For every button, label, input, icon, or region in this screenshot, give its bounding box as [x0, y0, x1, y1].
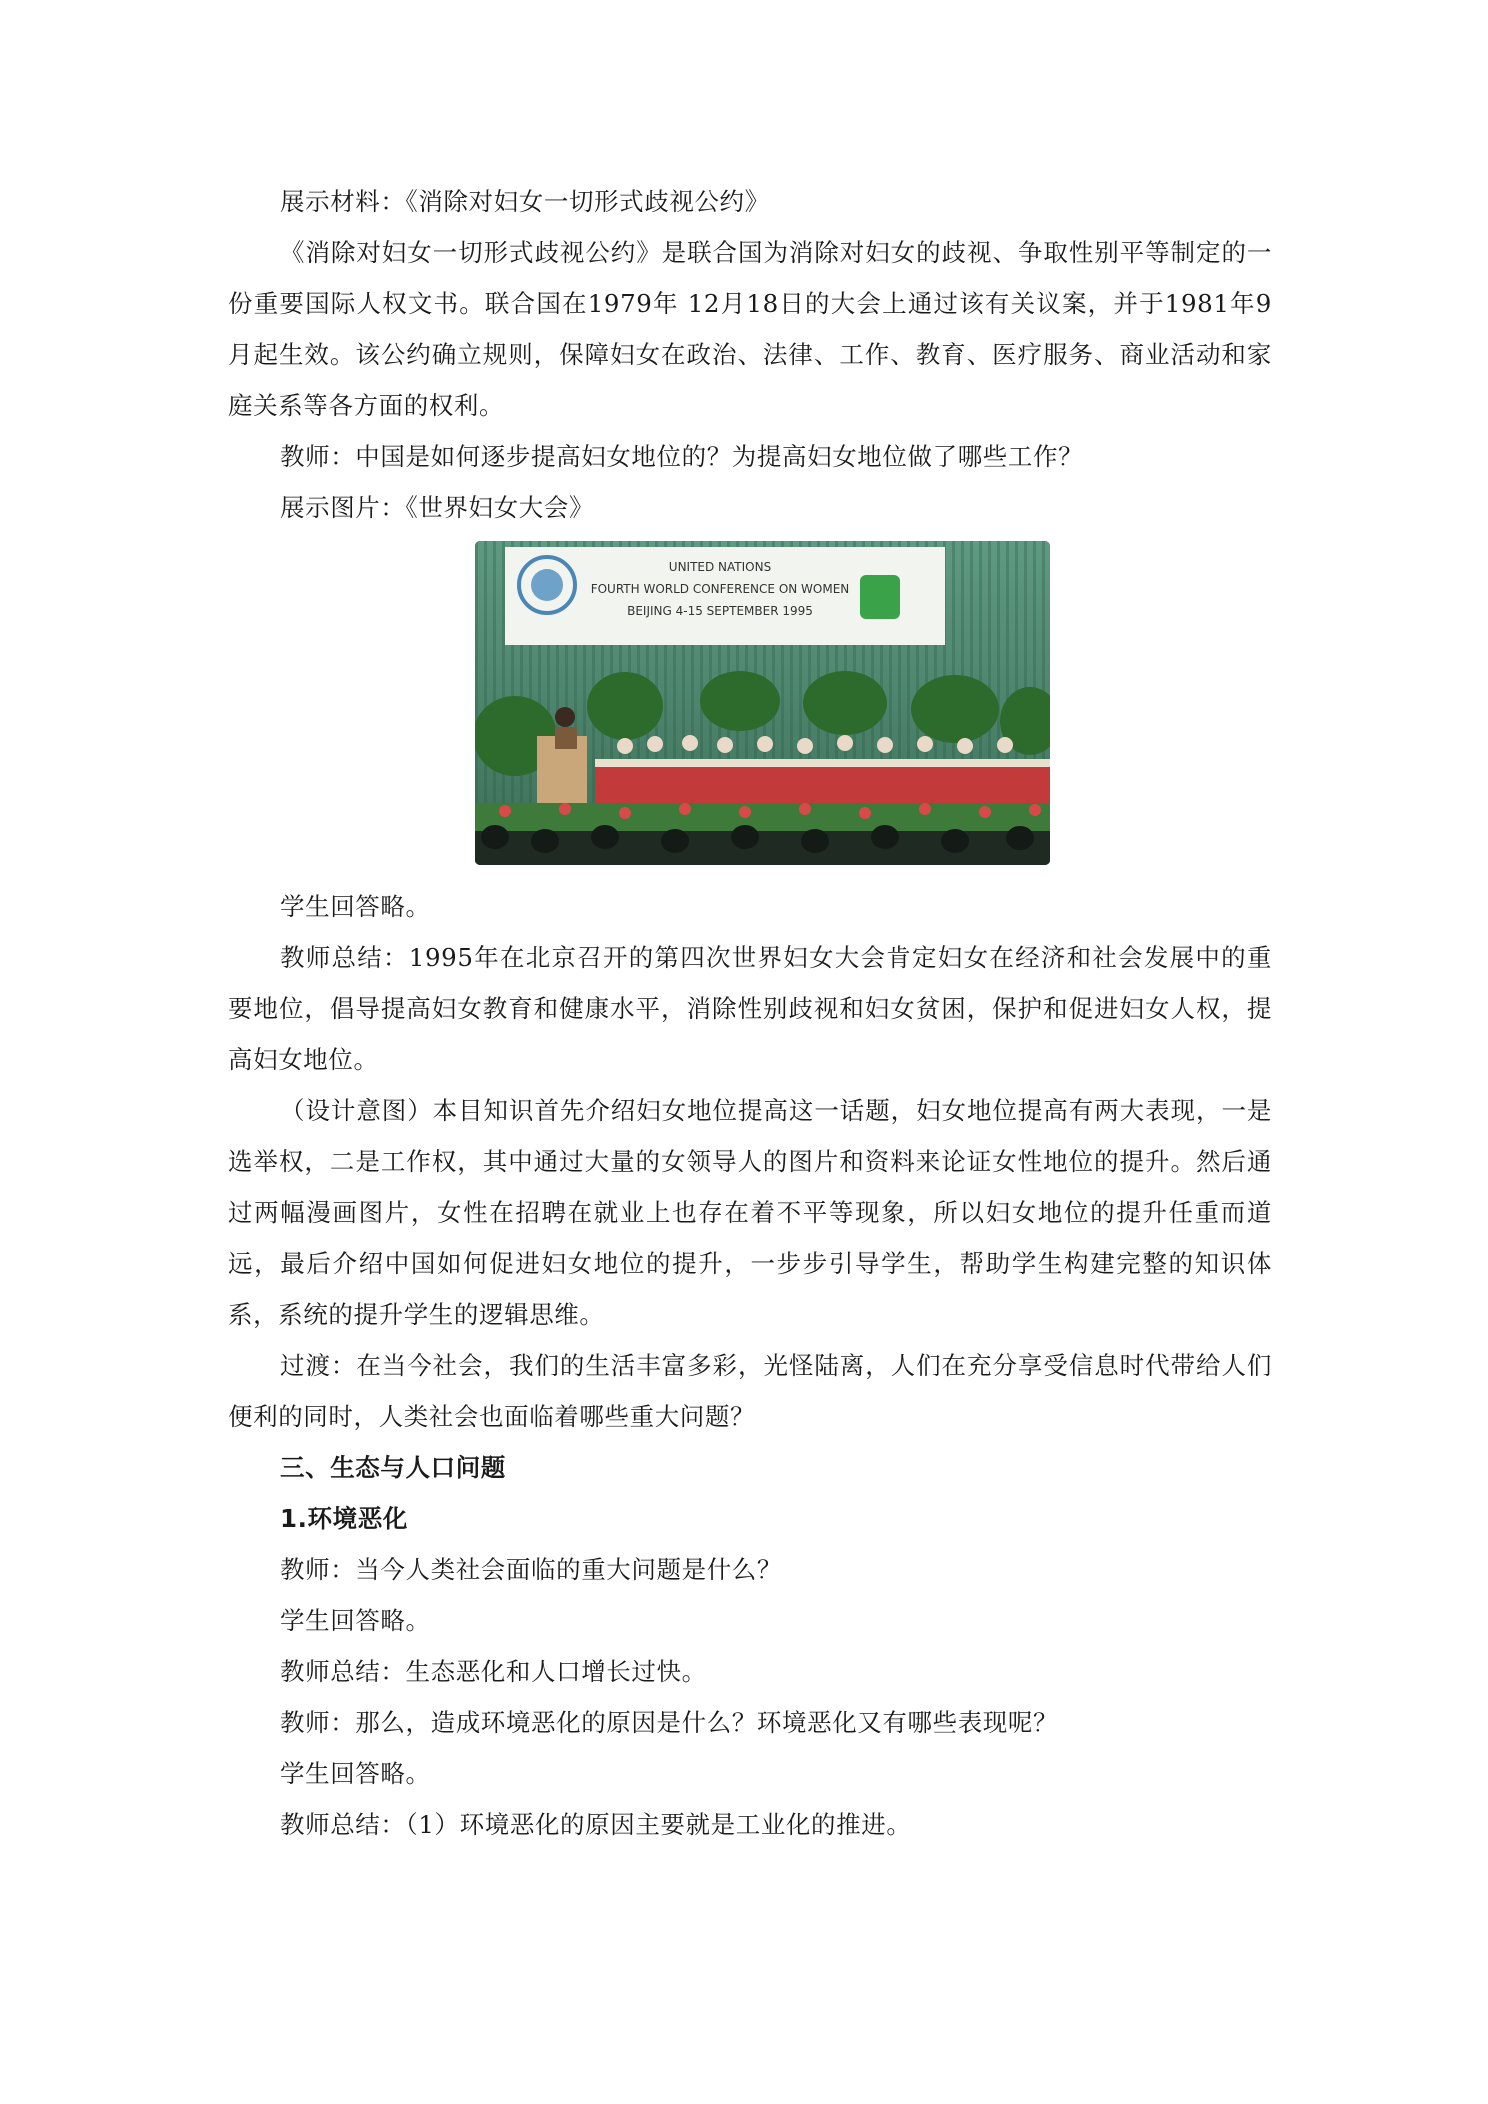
head-table	[595, 763, 1050, 808]
paragraph: 展示图片：《世界妇女大会》	[280, 493, 595, 522]
paragraph: 学生回答略。	[280, 1759, 431, 1788]
document-body	[228, 176, 1272, 1850]
paragraph: 教师总结：（1）环境恶化的原因主要就是工业化的推进。	[280, 1810, 912, 1839]
section-heading: 三、生态与人口问题	[280, 1453, 506, 1482]
paragraph: 教师：中国是如何逐步提高妇女地位的？为提高妇女地位做了哪些工作？	[280, 442, 1084, 471]
banner-text: UNITED NATIONS	[668, 560, 772, 574]
conference-photo	[475, 541, 1050, 865]
paragraph: 教师总结：生态恶化和人口增长过快。	[280, 1657, 707, 1686]
conference-photo-drawing	[475, 541, 1050, 865]
paragraph: 学生回答略。	[280, 892, 431, 921]
paragraph: （设计意图）本目知识首先介绍妇女地位提高这一话题，妇女地位提高有两大表现，一是选举权，二是工作权，其中通过大量的女领导人的图片和资料来论证女性地位的提升。然后通过两幅漫画图片，女性在招聘在就业上也存在着不平等现象，所以妇女地位的提升任重而道远，最后介绍中国如何促进妇女地位的提升，一步步引导学生，帮助学生构建完整的知识体系，系统的提升学生的逻辑思维。	[228, 1096, 1272, 1329]
paragraph: 《消除对妇女一切形式歧视公约》是联合国为消除对妇女的歧视、争取性别平等制定的一份重要国际人权文书。联合国在1979年 12月18日的大会上通过该有关议案，并于1981年9月起生效。该公约确立规则，保障妇女在政治、法律、工作、教育、医疗服务、商业活动和家庭关系等各方面的权利。	[228, 238, 1272, 420]
paragraph: 教师总结：1995年在北京召开的第四次世界妇女大会肯定妇女在经济和社会发展中的重要地位，倡导提高妇女教育和健康水平，消除性别歧视和妇女贫困，保护和促进妇女人权，提高妇女地位。	[228, 943, 1272, 1074]
banner-text: BEIJING 4-15 SEPTEMBER 1995	[627, 604, 813, 618]
paragraph: 学生回答略。	[280, 1606, 431, 1635]
banner-text: FOURTH WORLD CONFERENCE ON WOMEN	[590, 582, 850, 596]
paragraph: 教师：当今人类社会面临的重大问题是什么？	[280, 1555, 782, 1584]
paragraph: 展示材料：《消除对妇女一切形式歧视公约》	[280, 187, 770, 216]
paragraph: 教师：那么，造成环境恶化的原因是什么？环境恶化又有哪些表现呢？	[280, 1708, 1059, 1737]
paragraph: 过渡：在当今社会，我们的生活丰富多彩，光怪陆离，人们在充分享受信息时代带给人们便利的同时，人类社会也面临着哪些重大问题？	[228, 1351, 1272, 1431]
photo-container	[228, 541, 1272, 873]
conference-logo-icon	[860, 575, 900, 619]
subsection-heading: 1.环境恶化	[280, 1504, 408, 1533]
